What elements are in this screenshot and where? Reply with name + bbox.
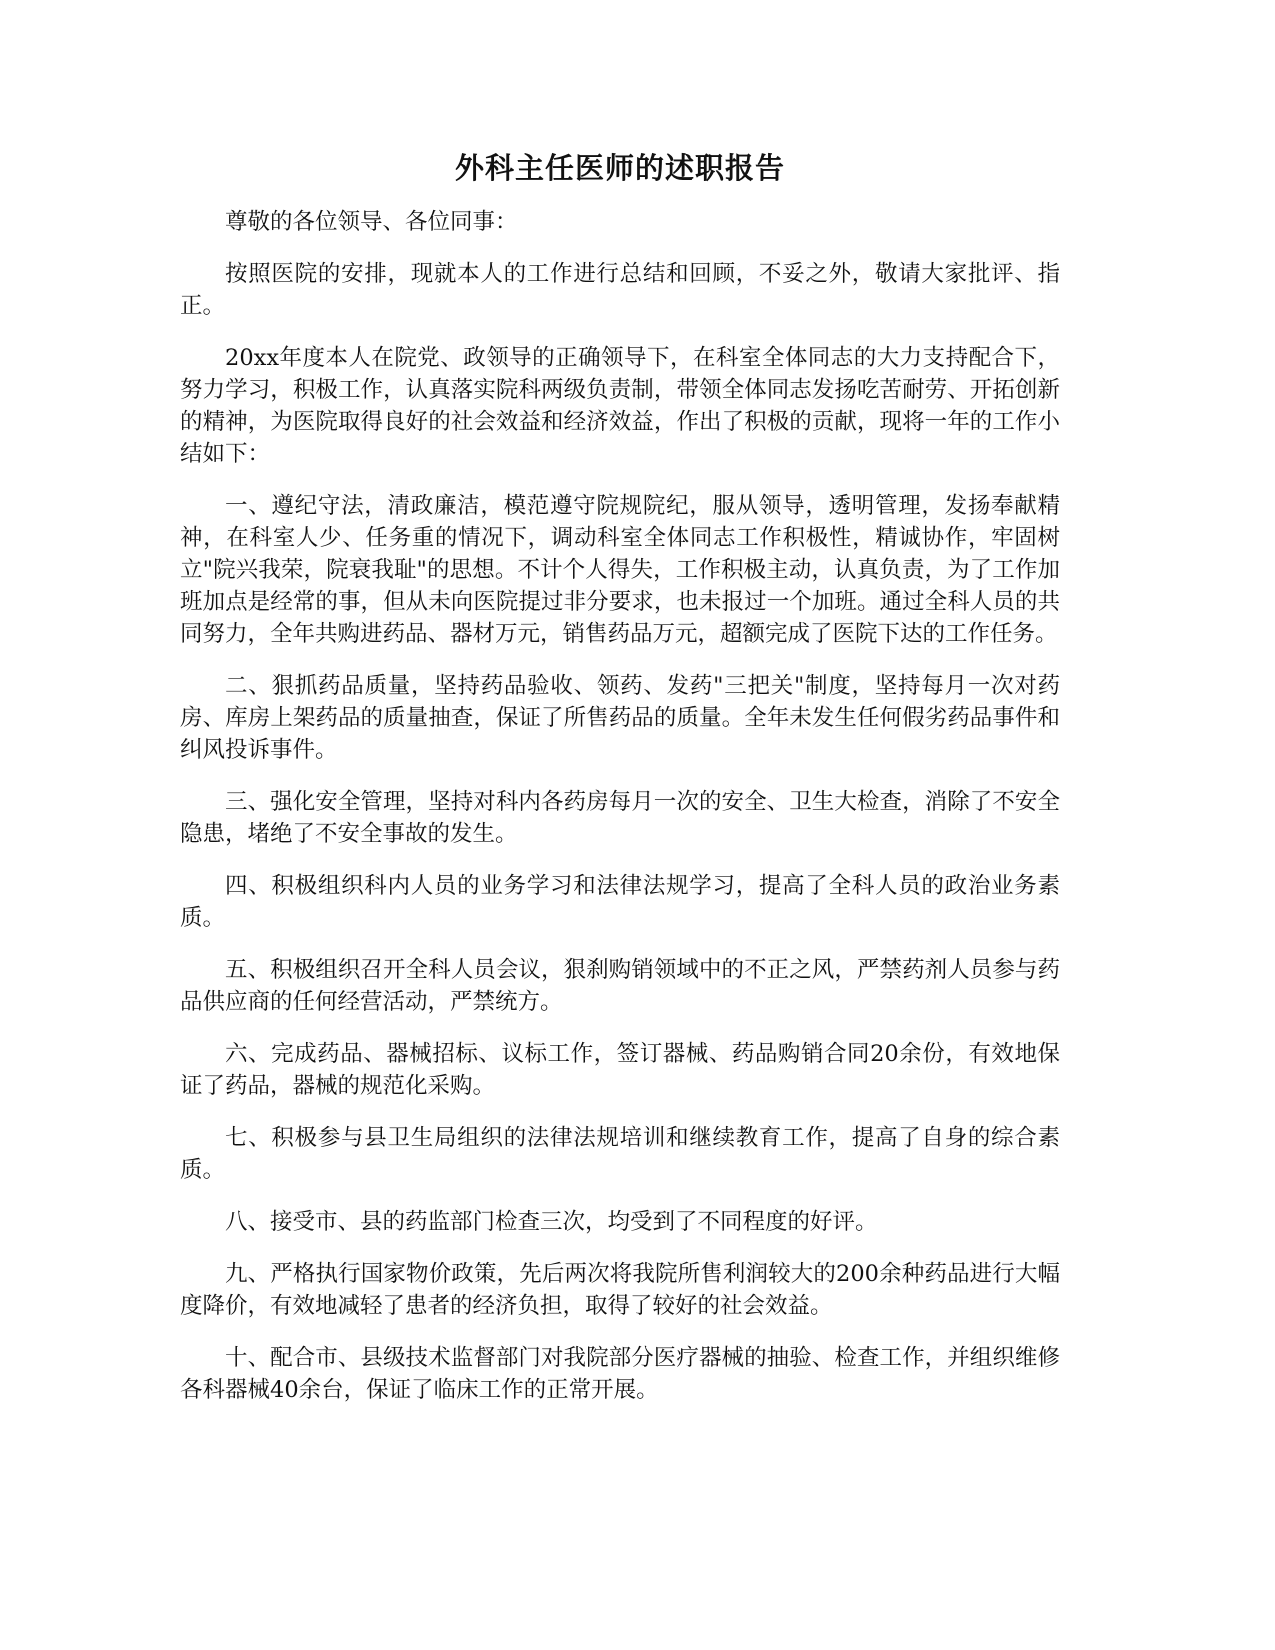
paragraph-item-1: 一、遵纪守法，清政廉洁，模范遵守院规院纪，服从领导，透明管理，发扬奉献精神，在科室人少、任务重的情况下，调动科室全体同志工作积极性，精诚协作，牢固树立"院兴我荣，院衰我耻"的思想。不计个人得失，工作积极主动，认真负责，为了工作加班加点是经常的事，但从未向医院提过非分要求，也未报过一个加班。通过全科人员的共同努力，全年共购进药品、器材万元，销售药品万元，超额完成了医院下达的工作任务。 bbox=[180, 493, 1060, 647]
paragraph-item-6: 六、完成药品、器械招标、议标工作，签订器械、药品购销合同20余份，有效地保证了药品，器械的规范化采购。 bbox=[180, 1041, 1060, 1099]
document-page bbox=[180, 148, 1060, 1426]
paragraph-item-9: 九、严格执行国家物价政策，先后两次将我院所售利润较大的200余种药品进行大幅度降价，有效地减轻了患者的经济负担，取得了较好的社会效益。 bbox=[180, 1261, 1060, 1319]
paragraph-intro: 按照医院的安排，现就本人的工作进行总结和回顾，不妥之外，敬请大家批评、指正。 bbox=[180, 261, 1060, 319]
document-title: 外科主任医师的述职报告 bbox=[454, 151, 785, 185]
paragraph-item-10: 十、配合市、县级技术监督部门对我院部分医疗器械的抽验、检查工作，并组织维修各科器械40余台，保证了临床工作的正常开展。 bbox=[180, 1345, 1060, 1403]
salutation: 尊敬的各位领导、各位同事： bbox=[225, 209, 518, 235]
paragraph-item-5: 五、积极组织召开全科人员会议，狠刹购销领域中的不正之风，严禁药剂人员参与药品供应商的任何经营活动，严禁统方。 bbox=[180, 957, 1060, 1015]
paragraph-item-2: 二、狠抓药品质量，坚持药品验收、领药、发药"三把关"制度，坚持每月一次对药房、库房上架药品的质量抽查，保证了所售药品的质量。全年未发生任何假劣药品事件和纠风投诉事件。 bbox=[180, 673, 1060, 763]
paragraph-item-4: 四、积极组织科内人员的业务学习和法律法规学习，提高了全科人员的政治业务素质。 bbox=[180, 873, 1060, 931]
paragraph-overview: 20xx年度本人在院党、政领导的正确领导下，在科室全体同志的大力支持配合下，努力学习，积极工作，认真落实院科两级负责制，带领全体同志发扬吃苦耐劳、开拓创新的精神，为医院取得良好的社会效益和经济效益，作出了积极的贡献，现将一年的工作小结如下： bbox=[180, 345, 1060, 467]
paragraph-item-3: 三、强化安全管理，坚持对科内各药房每月一次的安全、卫生大检查，消除了不安全隐患，堵绝了不安全事故的发生。 bbox=[180, 789, 1060, 847]
paragraph-item-7: 七、积极参与县卫生局组织的法律法规培训和继续教育工作，提高了自身的综合素质。 bbox=[180, 1125, 1060, 1183]
paragraph-item-8: 八、接受市、县的药监部门检查三次，均受到了不同程度的好评。 bbox=[225, 1209, 878, 1235]
